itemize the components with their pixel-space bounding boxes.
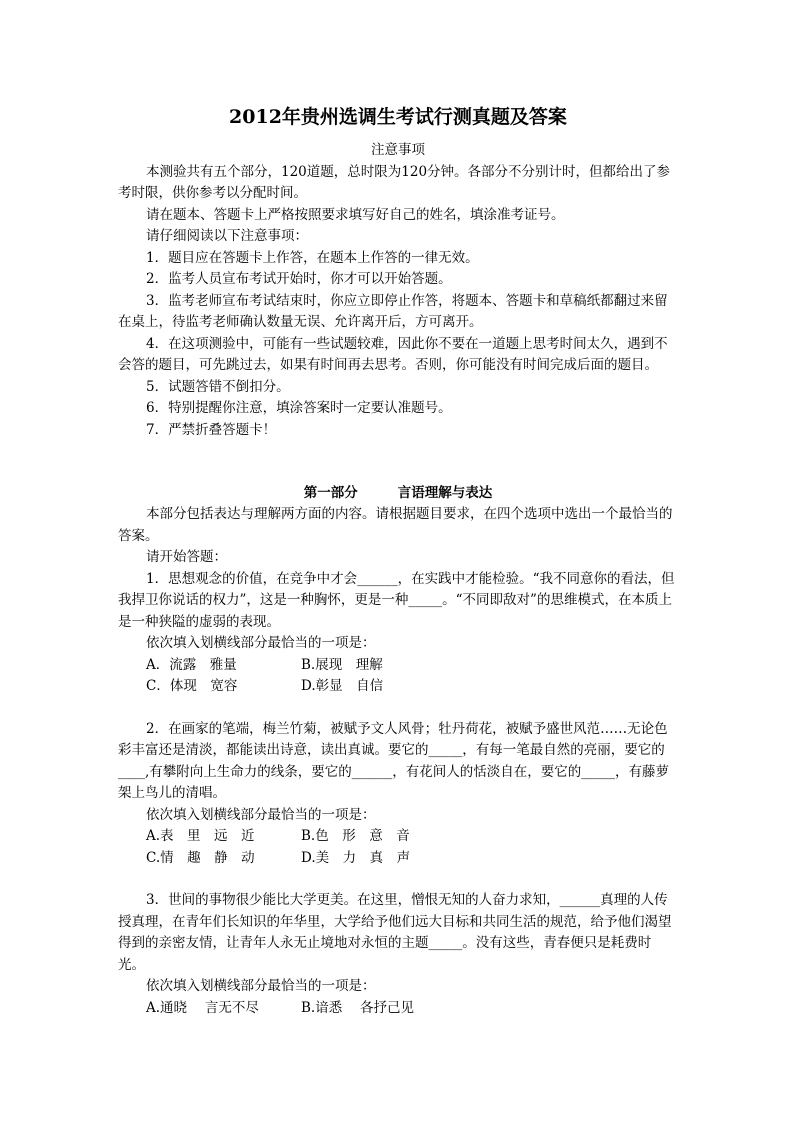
notice-item: 3．监考老师宣布考试结束时，你应立即停止作答，将题本、答题卡和草稿纸都翻过来留在桌上，待监考老师确认数量无误、允许离开后，方可离开。 <box>118 292 668 330</box>
notice-item: 6．特别提醒你注意，填涂答案时一定要认准题号。 <box>146 400 452 416</box>
section-intro: 本部分包括表达与理解两方面的内容。请根据题目要求，在四个选项中选出一个最恰当的答案。 <box>118 506 673 544</box>
document-page <box>118 104 678 1019</box>
notice-item: 4．在这项测验中，可能有一些试题较难，因此你不要在一道题上思考时间太久，遇到不会答的题目，可先跳过去，如果有时间再去思考。否则，你可能没有时间完成后面的题目。 <box>118 335 668 373</box>
notice-paragraph: 本测验共有五个部分，120道题，总时限为120分钟。各部分不分别计时，但都给出了参考时限，供你参考以分配时间。 <box>118 163 671 201</box>
notice-paragraph: 请在题本、答题卡上严格按照要求填写好自己的姓名，填涂准考证号。 <box>146 206 565 223</box>
section-part: 第一部分 <box>303 485 358 501</box>
section-name: 言语理解与表达 <box>397 485 493 501</box>
option: B.展现 理解 <box>301 656 383 673</box>
spacer <box>118 698 678 719</box>
option: D.彰显 自信 <box>301 678 384 694</box>
option-row <box>118 848 678 870</box>
option-row <box>118 998 678 1020</box>
question-stem: 3．世间的事物很少能比大学更美。在这里，憎恨无知的人奋力求知，______真理的人传授真理，在青年们长知识的年华里，大学给予他们远大目标和共同生活的规范，给予他们渴望得到的亲密友情，让青年人永无止境地对永恒的主题_____。没有这些，青春便只是耗费时光。 <box>118 892 672 973</box>
question-stem: 1．思想观念的价值，在竞争中才会______，在实践中才能检验。“我不同意你的看法，但我捍卫你说话的权力”，这是一种胸怀，更是一种_____。“不同即敌对”的思维模式，在本质上是一种狭隘的虚弱的表现。 <box>118 570 675 630</box>
option: A．流露 雅量 <box>146 656 237 673</box>
notice-paragraph: 请仔细阅读以下注意事项： <box>146 228 308 244</box>
option: B.谙悉 各抒己见 <box>301 999 415 1016</box>
notice-item: 1．题目应在答题卡上作答，在题本上作答的一律无效。 <box>146 249 479 266</box>
option: A.表 里 远 近 <box>146 828 255 844</box>
spacer <box>118 869 678 890</box>
notice-item: 5．试题答错不倒扣分。 <box>146 378 290 395</box>
notice-item: 7．严禁折叠答题卡！ <box>146 421 277 438</box>
option: C.情 趣 静 动 <box>146 849 255 866</box>
option-row <box>118 676 678 698</box>
question-prompt: 依次填入划横线部分最恰当的一项是： <box>146 806 376 823</box>
option: D.美 力 真 声 <box>301 849 411 866</box>
notice-item: 2．监考人员宣布考试开始时，你才可以开始答题。 <box>146 271 452 287</box>
option: C．体现 宽容 <box>146 678 238 694</box>
section-heading <box>118 482 678 504</box>
question-prompt: 依次填入划横线部分最恰当的一项是： <box>146 635 376 651</box>
spacer <box>118 441 678 482</box>
option-row <box>118 655 678 677</box>
option-row <box>118 826 678 848</box>
start-prompt: 请开始答题： <box>146 549 227 565</box>
option: A.通晓 言无不尽 <box>146 999 259 1016</box>
question-stem: 2．在画家的笔端，梅兰竹菊，被赋予文人风骨；牡丹荷花，被赋予盛世风范……无论色彩丰富还是清淡，都能读出诗意，读出真诚。要它的_____，有每一笔最自然的亮丽，要它的____,有攀附向上生命力的线条，要它的______，有花间人的恬淡自在，要它的_____，有藤萝架上鸟儿的清唱。 <box>118 720 670 801</box>
notice-heading: 注意事项 <box>371 142 425 158</box>
question-prompt: 依次填入划横线部分最恰当的一项是： <box>146 978 376 994</box>
option: B.色 形 意 音 <box>301 828 410 844</box>
document-title: 2012年贵州选调生考试行测真题及答案 <box>229 106 567 128</box>
